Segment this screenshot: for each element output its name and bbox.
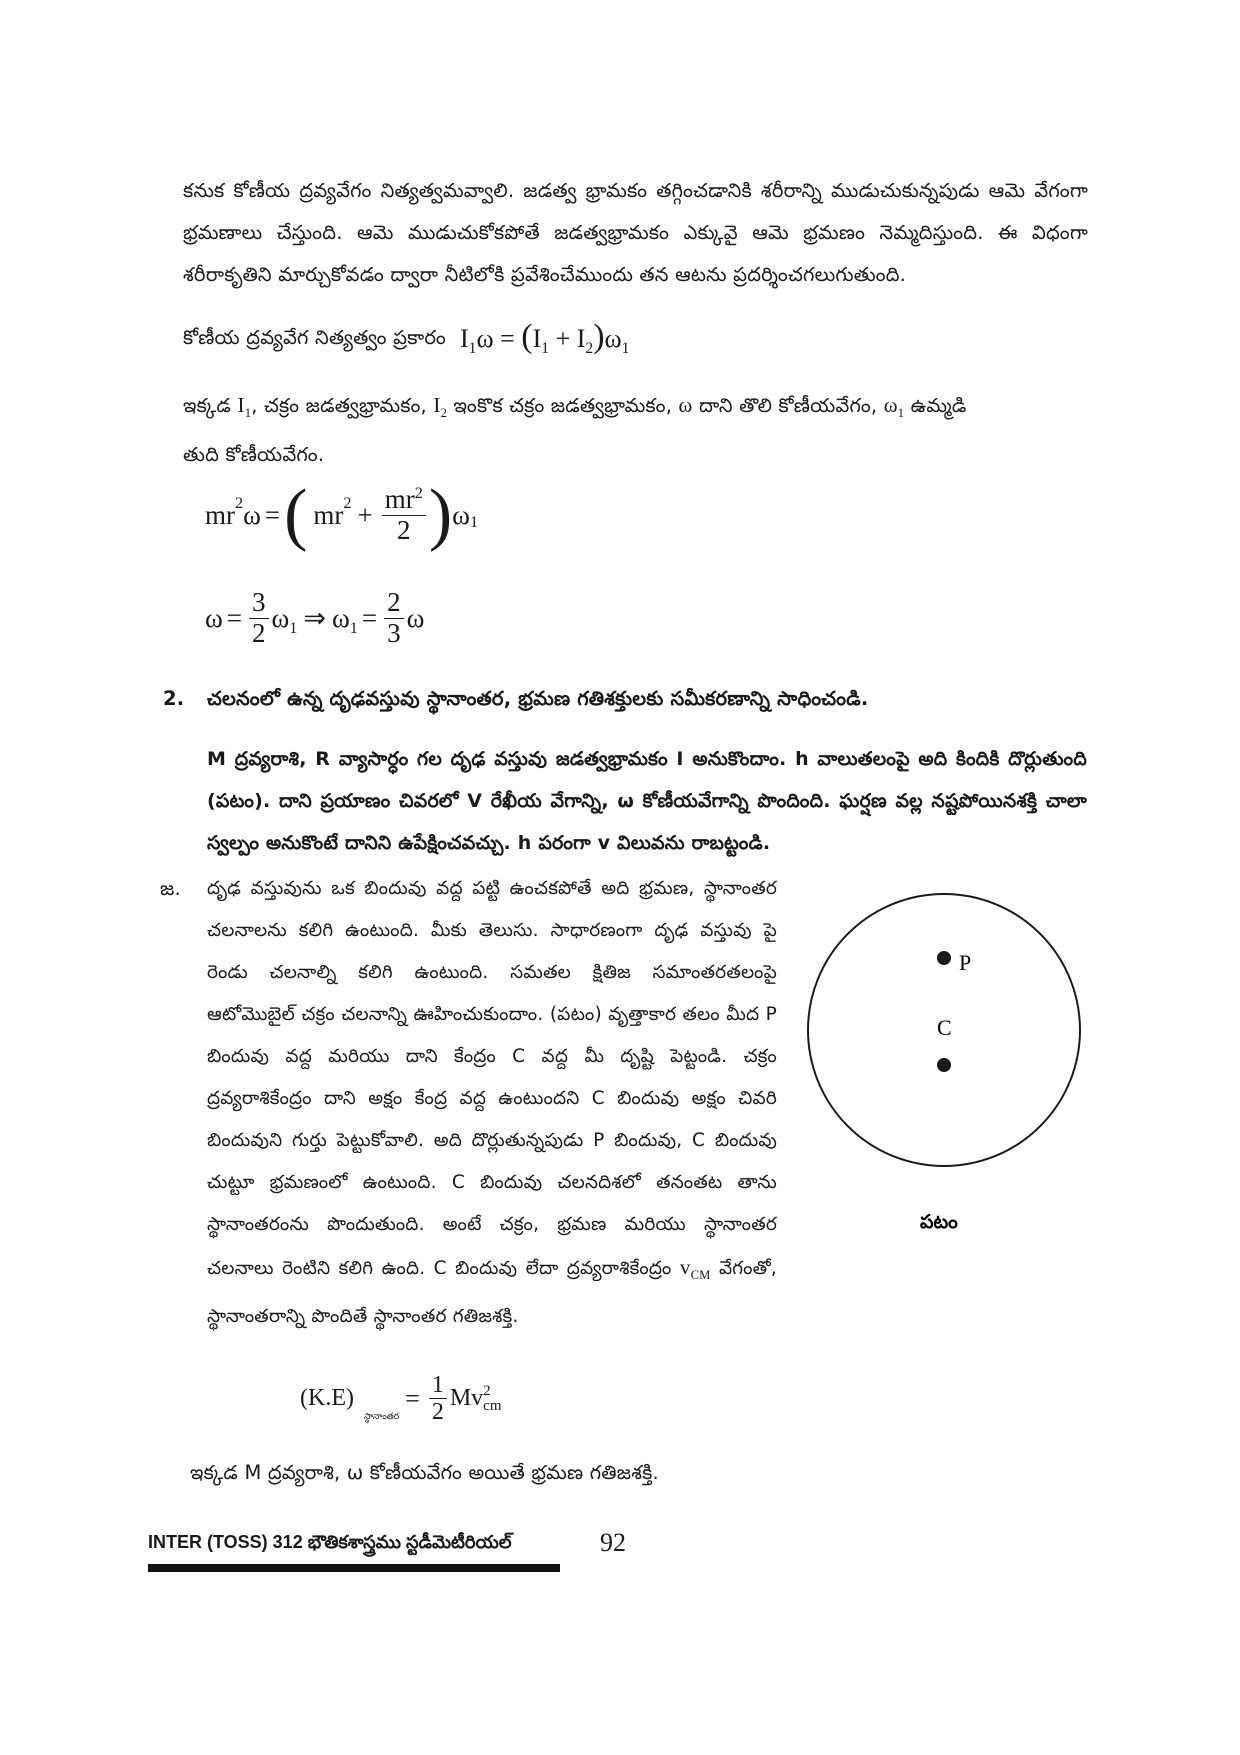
page-number: 92 — [600, 1528, 626, 1557]
conservation-label: కోణీయ ద్రవ్యవేగ నిత్యత్వం ప్రకారం — [183, 326, 446, 350]
question-text: చలనంలో ఉన్న దృఢవస్తువు స్థానాంతర, భ్రమణ గతిశక్తులకు సమీకరణాన్ని సాధించండి. — [207, 687, 869, 710]
intro-paragraph: కనుక కోణీయ ద్రవ్యవేగం నిత్యత్వమవ్వాలి. జడత్వ భ్రామకం తగ్గించడానికి శరీరాన్ని ముడుచుకున్నపుడు ఆమె వేగంగా భ్రమణాలు చేస్తుంది. ఆమె ముడుచుకోకపోతే జడత్వభ్రామకం ఎక్కువై ఆమె భ్రమణం నెమ్మదిస్తుంది. ఈ విధంగా శరీరాకృతిని మార్చుకోవడం ద్వారా నీటిలోకి ప్రవేశించేముందు తన ఆటను ప్రదర్శించగలుగుతుంది. — [183, 179, 1088, 286]
equation-mr2: mr $^2$ ω = ( mr $^2$ + $\frac{mr^2}{2}$ ) ω $_1$ — [205, 476, 479, 553]
where-paragraph-1: ఇక్కడ $I_1$, చక్రం జడత్వభ్రామకం, $I_2$ ఇంకొక చక్రం జడత్వభ్రామకం, ω దాని తొలి కోణీయవేగం, $\omega_1$ ఉమ్మడి తుది కోణీయవేగం. — [183, 393, 967, 467]
point-c-dot — [937, 1058, 951, 1072]
equation-translational-ke: (K.E) $_{స్థానాంతర}$ = $\frac{1}{2}$ Mv 2 cm — [300, 1372, 502, 1426]
point-p-label: P — [959, 950, 972, 975]
answer-text: దృఢ వస్తువును ఒక బిందువు వద్ద పట్టి ఉంచకపోతే అది భ్రమణ, స్థానాంతర చలనాలను కలిగి ఉంటుంది. మీకు తెలుసు. సాధారణంగా దృఢ వస్తువు పై రెండు చలనాల్ని కలిగి ఉంటుంది. సమతల క్షితిజ సమాంతరతలంపై ఆటోమొబైల్ చక్రం చలనాన్ని ఊహించుకుందాం. (పటం) వృత్తాకార తలం మీద P బిందువు వద్ద మరియు దాని కేంద్రం C వద్ద మీ దృష్టి పెట్టండి. చక్రం ద్రవ్యరాశికేంద్రం దాని అక్షం కేంద్ర వద్ద ఉంటుందని C బిందువు అక్షం చివరి బిందువుని గుర్తు పెట్టుకోవాలి. అది దొర్లుతున్నపుడు P బిందువు, C బిందువు చుట్టూ భ్రమణంలో ఉంటుంది. C బిందువు చలనదిశలో తనంతట తాను స్థానాంతరంను పొందుతుంది. అంటే చక్రం, భ్రమణ మరియు స్థానాంతర చలనాలు రెంటిని కలిగి ఉంది. C బిందువు లేదా ద్రవ్యరాశికేంద్రం $v_{CM}$ వేగంతో, స్థానాంతరాన్ని పొందితే స్థానాంతర గతిజశక్తి. — [207, 878, 777, 1328]
equation-angular-momentum: $I_1\omega = (I_1 + I_2)\omega_1$ — [460, 318, 630, 358]
conservation-line — [183, 318, 1083, 358]
figure-caption: పటం — [920, 1211, 958, 1233]
footer-rule — [148, 1564, 560, 1572]
point-p-dot — [937, 951, 951, 965]
footer-title: INTER (TOSS) 312 భౌతికశాస్త్రము స్టడీమెటీరియల్ — [148, 1532, 512, 1552]
where-paragraph-2: ఇక్కడ M ద్రవ్యరాశి, ω కోణీయవేగం అయితే భ్రమణ గతిజశక్తి. — [190, 1461, 659, 1484]
point-c-label: C — [937, 1015, 952, 1040]
question-number: 2. — [163, 687, 185, 710]
answer-label: జ. — [160, 877, 181, 900]
question-body: M ద్రవ్యరాశి, R వ్యాసార్ధం గల దృఢ వస్తువు జడత్వభ్రామకం I అనుకొందాం. h వాలుతలంపై అది కిందికి దొర్లుతుంది (పటం). దాని ప్రయాణం చివరలో V రేఖీయ వేగాన్ని, ω కోణీయవేగాన్ని పొందింది. ఘర్షణ వల్ల నష్టపోయినశక్తి చాలా స్వల్పం అనుకొంటే దానిని ఉపేక్షించవచ్చు. h పరంగా v విలువను రాబట్టండి. — [207, 748, 1087, 854]
equation-omega-ratio: ω = $\frac{3}{2}$ ω $_1$ ⇒ ω $_1$ = $\frac{2}{3}$ ω — [205, 587, 425, 648]
wheel-figure — [800, 880, 1090, 1240]
question-heading — [163, 678, 1093, 720]
